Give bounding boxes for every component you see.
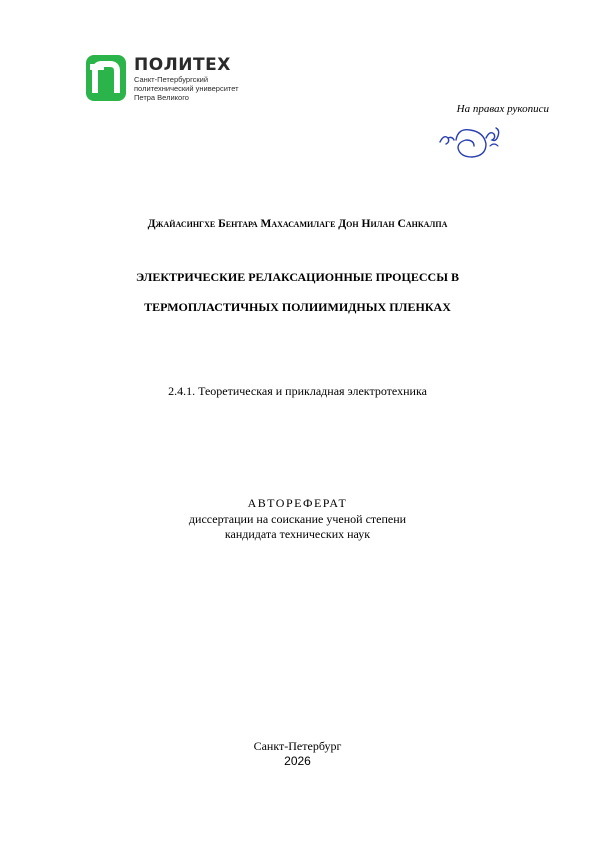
abstract-label: АВТОРЕФЕРАТ <box>247 496 348 510</box>
title-line: ТЕРМОПЛАСТИЧНЫХ ПОЛИИМИДНЫХ ПЛЕНКАХ <box>144 300 451 314</box>
logo-sub-line: Петра Великого <box>134 93 189 102</box>
year: 2026 <box>284 754 311 768</box>
polytech-logo-icon <box>86 55 126 101</box>
logo-subtitle <box>134 75 239 102</box>
logo-name: ПОЛИТЕХ <box>134 55 231 75</box>
logo-sub-line: Санкт-Петербургский <box>134 75 209 84</box>
abstract-description <box>0 512 595 542</box>
abstract-desc-line: диссертации на соискание ученой степени <box>188 512 407 526</box>
author-signature <box>438 124 504 160</box>
dissertation-title <box>0 262 595 322</box>
author-name: Джайасингхе Бентара Махасамилаге Дон Нилан Санкалпа <box>147 218 448 230</box>
logo-sub-line: политехнический университет <box>134 84 239 93</box>
university-logo <box>86 55 256 103</box>
city: Санкт-Петербург <box>253 739 342 753</box>
title-line: ЭЛЕКТРИЧЕСКИЕ РЕЛАКСАЦИОННЫЕ ПРОЦЕССЫ В <box>136 270 459 284</box>
specialty: 2.4.1. Теоретическая и прикладная электротехника <box>168 384 427 398</box>
abstract-desc-line: кандидата технических наук <box>224 527 371 541</box>
rights-note: На правах рукописи <box>456 103 549 115</box>
